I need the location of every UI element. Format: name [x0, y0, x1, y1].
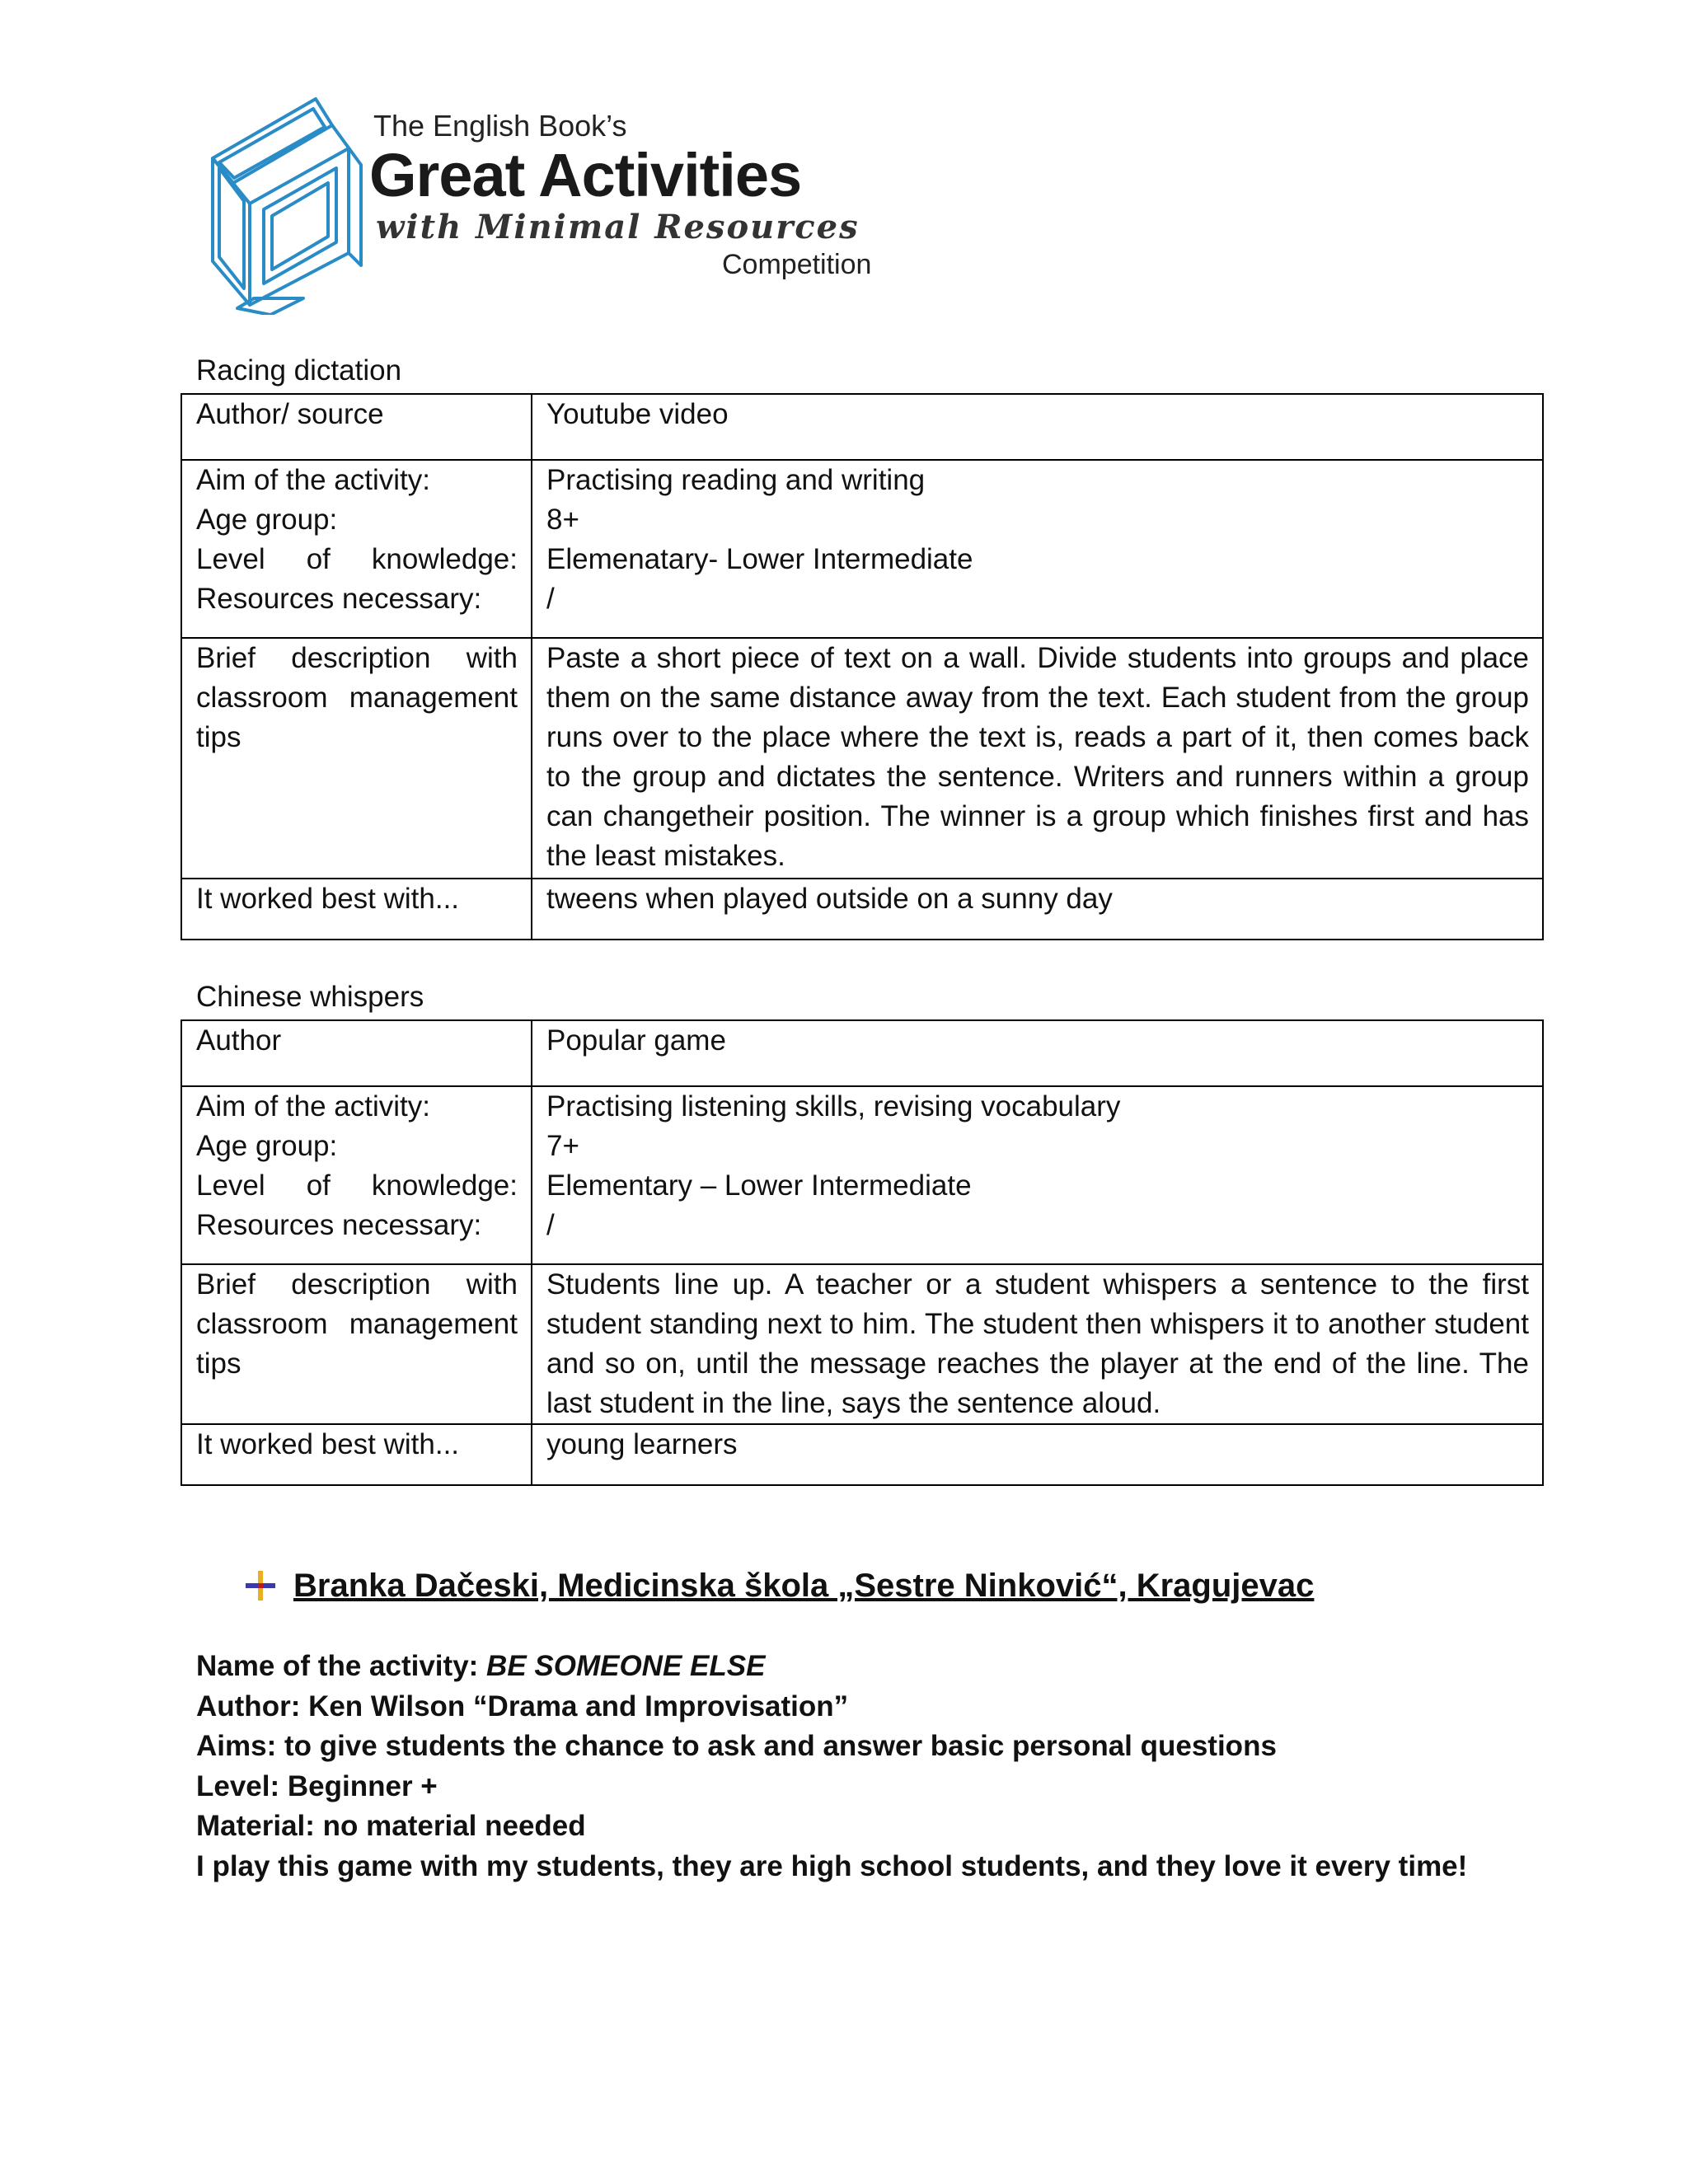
logo-title: Great Activities	[369, 141, 802, 209]
activity-level: Level: Beginner +	[196, 1769, 438, 1802]
value-resources: /	[546, 583, 555, 615]
activity-title: Racing dictation	[196, 354, 402, 387]
label-resources: Resources necessary:	[196, 583, 482, 615]
table-row	[181, 638, 1543, 879]
book-logo-icon	[204, 92, 369, 315]
label-level: Level of knowledge:	[196, 1169, 518, 1202]
table-row	[181, 1020, 1543, 1086]
row-value: tweens when played outside on a sunny day	[532, 879, 1543, 940]
row-value: Youtube video	[532, 394, 1543, 460]
value-level: Elementary – Lower Intermediate	[546, 1169, 972, 1202]
activity-title: Chinese whispers	[196, 981, 424, 1013]
value-aim: Practising reading and writing	[546, 464, 926, 496]
row-values	[532, 460, 1543, 638]
activity-author: Author: Ken Wilson “Drama and Improvisation”	[196, 1690, 849, 1722]
value-aim: Practising listening skills, revising vocabulary	[546, 1090, 1121, 1122]
value-resources: /	[546, 1209, 555, 1241]
author-heading-text: Branka Dačeski, Medicinska škola „Sestre Ninković“, Kragujevac	[293, 1568, 1315, 1604]
table-row	[181, 460, 1543, 638]
activity-material: Material: no material needed	[196, 1810, 586, 1842]
logo-subtitle: The English Book’s	[373, 109, 627, 143]
row-label: Brief description with classroom management tips	[181, 638, 532, 879]
row-label: Author/ source	[181, 394, 532, 460]
label-aim: Aim of the activity:	[196, 464, 430, 496]
row-label: Brief description with classroom management tips	[181, 1264, 532, 1424]
label-age: Age group:	[196, 1130, 338, 1162]
activity-table	[181, 1019, 1544, 1486]
activity-aims: Aims: to give students the chance to ask and answer basic personal questions	[196, 1730, 1277, 1762]
logo-competition: Competition	[722, 249, 872, 280]
activity-note: I play this game with my students, they are high school students, and they love it every time!	[196, 1849, 1468, 1882]
table-row	[181, 1264, 1543, 1424]
table-row	[181, 879, 1543, 940]
row-value: Paste a short piece of text on a wall. Divide students into groups and place them on the same distance away from the text. Each student from the group runs over to the place where the text is, reads a part of it, then comes back to the group and dictates the sentence. Writers and runners within a group can changetheir position. The winner is a group which finishes first and has the least mistakes.	[532, 638, 1543, 879]
value-level: Elemenatary- Lower Intermediate	[546, 543, 973, 575]
row-labels	[181, 1086, 532, 1264]
activity-details	[196, 1647, 1467, 1886]
row-labels	[181, 460, 532, 638]
activity-name-line	[196, 1647, 1467, 1687]
value-age: 8+	[546, 504, 579, 536]
activity-name-value: BE SOMEONE ELSE	[486, 1650, 766, 1682]
row-label: Author	[181, 1020, 532, 1086]
label-resources: Resources necessary:	[196, 1209, 482, 1241]
row-value: Students line up. A teacher or a student whispers a sentence to the first student standing next to him. The student then whispers it to another student and so on, until the message reaches the player at the end of the line. The last student in the line, says the sentence aloud.	[532, 1264, 1543, 1424]
activity-table	[181, 393, 1544, 940]
label-aim: Aim of the activity:	[196, 1090, 430, 1122]
bullet-icon	[244, 1569, 277, 1602]
row-value: Popular game	[532, 1020, 1543, 1086]
table-row	[181, 394, 1543, 460]
competition-logo	[204, 92, 913, 315]
value-age: 7+	[546, 1130, 579, 1162]
logo-tagline: with Minimal Resources	[376, 208, 860, 246]
activity-name-label: Name of the activity:	[196, 1650, 487, 1682]
label-level: Level of knowledge:	[196, 543, 518, 575]
row-label: It worked best with...	[181, 1424, 532, 1485]
table-row	[181, 1086, 1543, 1264]
row-label: It worked best with...	[181, 879, 532, 940]
label-age: Age group:	[196, 504, 338, 536]
table-row	[181, 1424, 1543, 1485]
row-values	[532, 1086, 1543, 1264]
row-value: young learners	[532, 1424, 1543, 1485]
